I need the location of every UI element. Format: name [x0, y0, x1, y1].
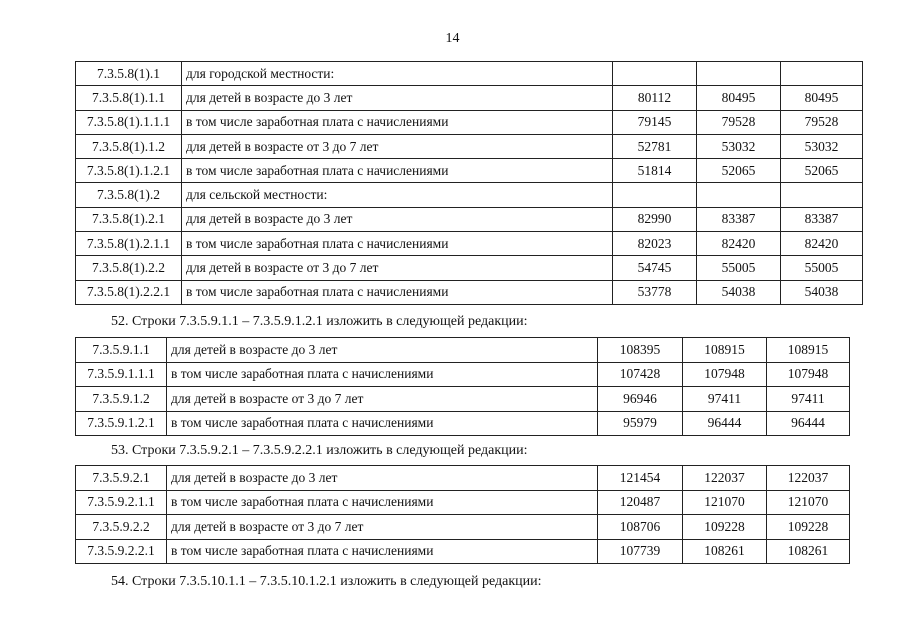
table-row [76, 207, 863, 231]
row-value-2: 97411 [683, 387, 767, 412]
row-value-1: 51814 [613, 159, 697, 183]
row-code: 7.3.5.8(1).2.2.1 [76, 280, 182, 304]
row-value-2: 79528 [697, 110, 781, 134]
table-row [76, 338, 850, 363]
row-value-3 [781, 62, 863, 86]
row-value-3: 54038 [781, 280, 863, 304]
row-value-3: 121070 [767, 490, 850, 515]
row-label: для детей в возрасте от 3 до 7 лет [182, 256, 613, 280]
row-value-3: 52065 [781, 159, 863, 183]
row-value-1: 82990 [613, 207, 697, 231]
table-row [76, 256, 863, 280]
row-value-2: 82420 [697, 232, 781, 256]
row-label: в том числе заработная плата с начислениями [182, 280, 613, 304]
row-value-3: 55005 [781, 256, 863, 280]
table-row [76, 280, 863, 304]
row-value-1: 80112 [613, 86, 697, 110]
row-value-2: 55005 [697, 256, 781, 280]
row-value-1: 79145 [613, 110, 697, 134]
row-label: в том числе заработная плата с начислениями [167, 411, 598, 436]
row-value-1: 95979 [598, 411, 683, 436]
row-code: 7.3.5.9.2.1 [76, 466, 167, 491]
table-row [76, 110, 863, 134]
row-value-3: 108261 [767, 539, 850, 564]
row-value-3: 109228 [767, 515, 850, 540]
row-code: 7.3.5.9.2.2.1 [76, 539, 167, 564]
row-code: 7.3.5.9.1.1.1 [76, 362, 167, 387]
row-value-2: 121070 [683, 490, 767, 515]
row-value-2: 109228 [683, 515, 767, 540]
row-value-1: 53778 [613, 280, 697, 304]
row-code: 7.3.5.8(1).2.2 [76, 256, 182, 280]
row-label: для детей в возрасте от 3 до 7 лет [167, 515, 598, 540]
row-value-2: 122037 [683, 466, 767, 491]
row-code: 7.3.5.8(1).2 [76, 183, 182, 207]
row-label: в том числе заработная плата с начислениями [182, 110, 613, 134]
row-value-2: 52065 [697, 159, 781, 183]
row-value-3: 80495 [781, 86, 863, 110]
row-value-1: 108706 [598, 515, 683, 540]
table-row [76, 515, 850, 540]
row-label: в том числе заработная плата с начислениями [167, 362, 598, 387]
row-value-1: 54745 [613, 256, 697, 280]
row-value-1: 120487 [598, 490, 683, 515]
row-label: для детей в возрасте от 3 до 7 лет [182, 134, 613, 158]
table-row [76, 159, 863, 183]
row-label: для детей в возрасте до 3 лет [167, 466, 598, 491]
row-label: в том числе заработная плата с начислениями [167, 490, 598, 515]
table-row [76, 232, 863, 256]
row-value-2: 108261 [683, 539, 767, 564]
row-value-2 [697, 62, 781, 86]
row-value-1: 107428 [598, 362, 683, 387]
row-value-3: 96444 [767, 411, 850, 436]
row-value-1: 108395 [598, 338, 683, 363]
row-value-3: 82420 [781, 232, 863, 256]
row-value-2: 54038 [697, 280, 781, 304]
table-row [76, 539, 850, 564]
paragraph-54: 54. Строки 7.3.5.10.1.1 – 7.3.5.10.1.2.1 изложить в следующей редакции: [111, 574, 542, 589]
row-code: 7.3.5.9.1.2.1 [76, 411, 167, 436]
table-row [76, 362, 850, 387]
table-row [76, 86, 863, 110]
row-value-2: 83387 [697, 207, 781, 231]
row-value-1: 52781 [613, 134, 697, 158]
row-value-2: 80495 [697, 86, 781, 110]
row-value-3: 97411 [767, 387, 850, 412]
row-code: 7.3.5.8(1).2.1.1 [76, 232, 182, 256]
row-code: 7.3.5.8(1).1 [76, 62, 182, 86]
table-row [76, 134, 863, 158]
row-value-3: 83387 [781, 207, 863, 231]
page-number: 14 [445, 31, 460, 46]
row-value-1: 82023 [613, 232, 697, 256]
row-label: в том числе заработная плата с начислениями [167, 539, 598, 564]
row-value-3: 53032 [781, 134, 863, 158]
row-label: в том числе заработная плата с начислениями [182, 159, 613, 183]
row-code: 7.3.5.8(1).2.1 [76, 207, 182, 231]
row-label: для детей в возрасте до 3 лет [167, 338, 598, 363]
paragraph-52: 52. Строки 7.3.5.9.1.1 – 7.3.5.9.1.2.1 изложить в следующей редакции: [111, 314, 528, 329]
row-value-3 [781, 183, 863, 207]
table-row [76, 62, 863, 86]
row-value-1 [613, 183, 697, 207]
row-label: для детей в возрасте до 3 лет [182, 207, 613, 231]
table-section-7-3-5-9-2 [75, 465, 850, 564]
row-value-3: 107948 [767, 362, 850, 387]
row-value-3: 79528 [781, 110, 863, 134]
table-section-7-3-5-9-1 [75, 337, 850, 436]
row-value-2: 53032 [697, 134, 781, 158]
row-value-1: 121454 [598, 466, 683, 491]
row-value-2: 108915 [683, 338, 767, 363]
row-code: 7.3.5.8(1).1.1 [76, 86, 182, 110]
paragraph-53: 53. Строки 7.3.5.9.2.1 – 7.3.5.9.2.2.1 изложить в следующей редакции: [111, 443, 528, 458]
row-value-1 [613, 62, 697, 86]
row-code: 7.3.5.9.2.1.1 [76, 490, 167, 515]
row-value-1: 96946 [598, 387, 683, 412]
row-value-2: 107948 [683, 362, 767, 387]
table-row [76, 183, 863, 207]
row-label: для сельской местности: [182, 183, 613, 207]
row-value-2 [697, 183, 781, 207]
row-value-2: 96444 [683, 411, 767, 436]
row-code: 7.3.5.9.1.1 [76, 338, 167, 363]
row-code: 7.3.5.8(1).1.1.1 [76, 110, 182, 134]
row-code: 7.3.5.8(1).1.2 [76, 134, 182, 158]
table-row [76, 466, 850, 491]
row-value-1: 107739 [598, 539, 683, 564]
table-row [76, 490, 850, 515]
row-value-3: 122037 [767, 466, 850, 491]
table-section-7-3-5-8 [75, 61, 863, 305]
table-row [76, 411, 850, 436]
row-value-3: 108915 [767, 338, 850, 363]
row-code: 7.3.5.9.2.2 [76, 515, 167, 540]
row-code: 7.3.5.9.1.2 [76, 387, 167, 412]
row-label: для детей в возрасте от 3 до 7 лет [167, 387, 598, 412]
row-label: для городской местности: [182, 62, 613, 86]
table-row [76, 387, 850, 412]
row-label: для детей в возрасте до 3 лет [182, 86, 613, 110]
row-code: 7.3.5.8(1).1.2.1 [76, 159, 182, 183]
row-label: в том числе заработная плата с начислениями [182, 232, 613, 256]
